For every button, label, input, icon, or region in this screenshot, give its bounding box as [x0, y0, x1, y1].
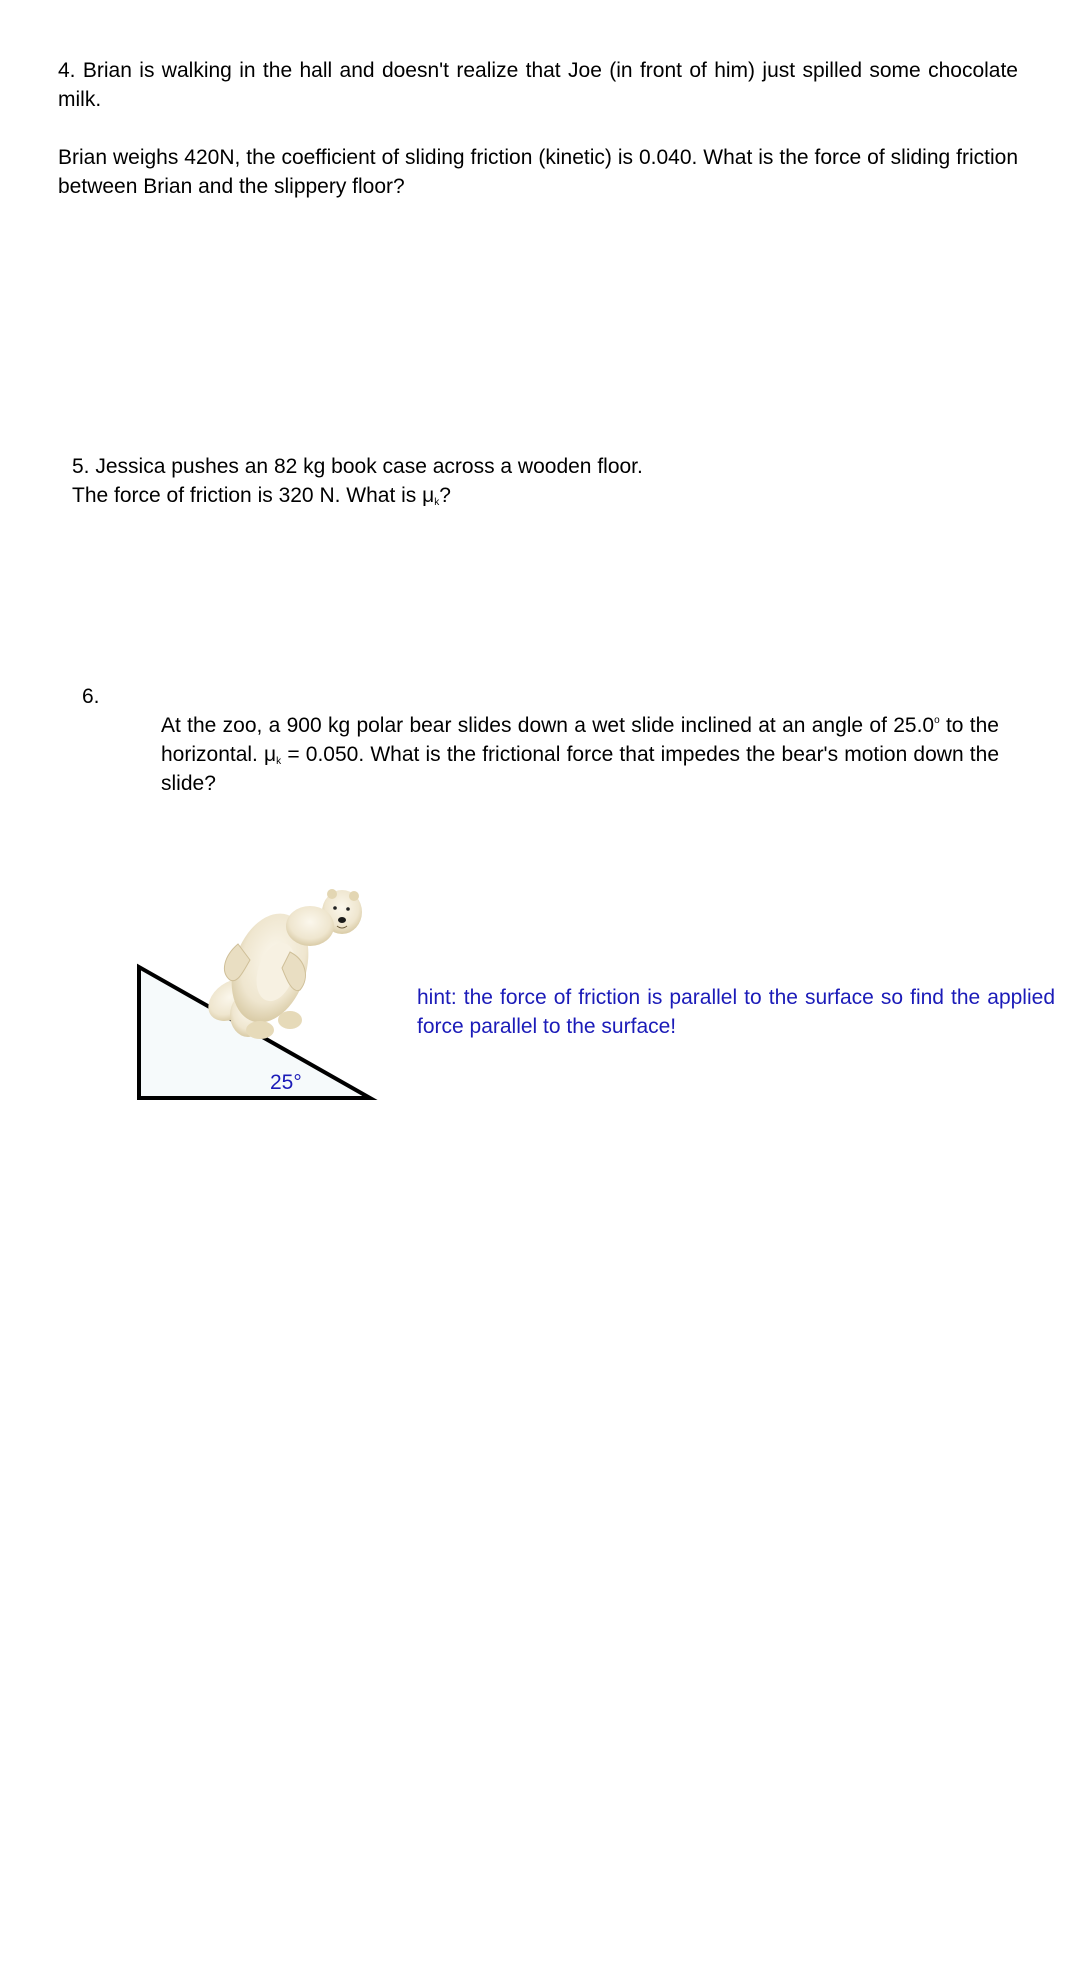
hint-text: hint: the force of friction is parallel to the surface so find the applied force parallel to the surface! [417, 986, 1055, 1038]
question-5-line-2-text: The force of friction is 320 N. What is μ [72, 484, 435, 507]
question-4-intro: 4. Brian is walking in the hall and doesn't realize that Joe (in front of him) just spilled some chocolate milk. [58, 59, 1018, 111]
incline-diagram [120, 860, 380, 1110]
question-4-prompt: Brian weighs 420N, the coefficient of sliding friction (kinetic) is 0.040. What is the force of sliding friction between Brian and the slippery floor? [58, 146, 1018, 198]
question-6-text-part-2: to the horizontal. μ [161, 714, 999, 766]
polar-bear-icon [200, 889, 362, 1039]
question-6-text-part-1: At the zoo, a 900 kg polar bear slides down a wet slide inclined at an angle of 25.0 [161, 714, 935, 737]
question-5-line-2-end: ? [439, 484, 451, 507]
question-6-number: 6. [82, 685, 100, 708]
question-6-text-part-3: = 0.050. What is the frictional force that impedes the bear's motion down the slide? [161, 743, 1000, 795]
question-6-prompt [161, 711, 999, 798]
question-5-line-2 [72, 481, 451, 510]
degree-superscript: o [934, 715, 940, 726]
mu-subscript-k: k [434, 497, 440, 508]
angle-label: 25° [270, 1071, 302, 1094]
mu-subscript-k: k [276, 756, 282, 767]
question-5-line-1: 5. Jessica pushes an 82 kg book case across a wooden floor. [72, 455, 643, 478]
